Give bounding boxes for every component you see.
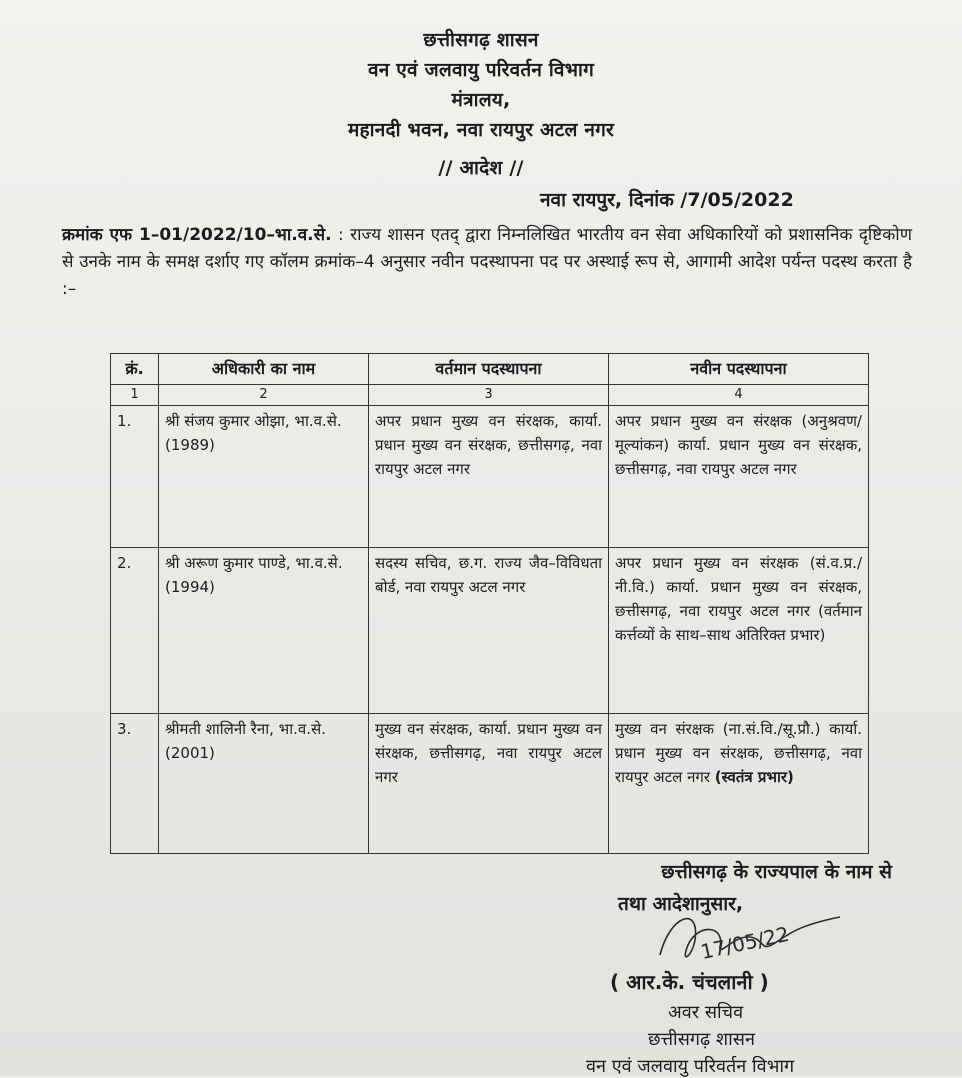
new-posting-text: मुख्य वन संरक्षक (ना.सं.वि./सू.प्रौ.) कार्या. प्रधान मुख्य वन संरक्षक, छत्तीसगढ़, नवा रायपुर अटल नगर xyxy=(615,720,862,786)
current-posting: सदस्य सचिव, छ.ग. राज्य जैव–विविधता बोर्ड, नवा रायपुर अटल नगर xyxy=(369,548,609,714)
officer-name: श्रीमती शालिनी रैना, भा.व.से. (2001) xyxy=(159,714,369,854)
row-sno: 1. xyxy=(111,406,159,548)
row-sno: 2. xyxy=(111,548,159,714)
table-header-row xyxy=(111,354,869,385)
new-posting xyxy=(609,714,869,854)
govt-name: छत्तीसगढ़ शासन xyxy=(423,29,539,51)
ministry-label: मंत्रालय, xyxy=(451,89,511,111)
office-address: महानदी भवन, नवा रायपुर अटल नगर xyxy=(348,119,614,141)
date-line: नवा रायपुर, दिनांक /7/05/2022 xyxy=(540,189,794,211)
signatory-department: वन एवं जलवायु परिवर्तन विभाग xyxy=(586,1056,795,1077)
by-order-line: तथा आदेशानुसार, xyxy=(618,893,744,915)
order-heading: // आदेश // xyxy=(438,157,524,179)
col-number: 1 xyxy=(111,385,159,406)
new-posting: अपर प्रधान मुख्य वन संरक्षक (अनुश्रवण/मूल्यांकन) कार्या. प्रधान मुख्य वन संरक्षक, छत्तीसगढ़, नवा रायपुर अटल नगर xyxy=(609,406,869,548)
col-header-new-posting: नवीन पदस्थापना xyxy=(609,354,869,385)
column-number-row xyxy=(111,385,869,406)
signatory-designation: अवर सचिव xyxy=(668,1002,744,1023)
col-number: 4 xyxy=(609,385,869,406)
order-number: क्रमांक एफ 1–01/2022/10–भा.व.से. xyxy=(62,225,332,245)
col-number: 2 xyxy=(159,385,369,406)
current-posting: मुख्य वन संरक्षक, कार्या. प्रधान मुख्य वन संरक्षक, छत्तीसगढ़, नवा रायपुर अटल नगर xyxy=(369,714,609,854)
new-posting-emphasis: (स्वतंत्र प्रभार) xyxy=(714,768,794,786)
officer-name: श्री संजय कुमार ओझा, भा.व.से. (1989) xyxy=(159,406,369,548)
officer-name: श्री अरूण कुमार पाण्डे, भा.व.से. (1994) xyxy=(159,548,369,714)
signatory-org: छत्तीसगढ़ शासन xyxy=(648,1029,755,1050)
postings-table xyxy=(110,353,869,854)
order-paragraph xyxy=(62,222,912,303)
department-name: वन एवं जलवायु परिवर्तन विभाग xyxy=(367,59,594,81)
table-row xyxy=(111,548,869,714)
col-number: 3 xyxy=(369,385,609,406)
governor-order-line: छत्तीसगढ़ के राज्यपाल के नाम से xyxy=(661,861,892,883)
table-row xyxy=(111,714,869,854)
handwritten-signature xyxy=(640,895,870,975)
signature-date: 17/05/22 xyxy=(698,921,792,964)
col-header-sno: क्रं. xyxy=(111,354,159,385)
col-header-name: अधिकारी का नाम xyxy=(159,354,369,385)
table-row xyxy=(111,406,869,548)
signatory-name: ( आर.के. चंचलानी ) xyxy=(610,970,769,994)
new-posting: अपर प्रधान मुख्य वन संरक्षक (सं.व.प्र./नी.वि.) कार्या. प्रधान मुख्य वन संरक्षक, छत्तीसगढ़, नवा रायपुर अटल नगर (वर्तमान कर्त्तव्यों के साथ–साथ अतिरिक्त प्रभार) xyxy=(609,548,869,714)
col-header-current-posting: वर्तमान पदस्थापना xyxy=(369,354,609,385)
order-text: : राज्य शासन एतद् द्वारा निम्नलिखित भारतीय वन सेवा अधिकारियों को प्रशासनिक दृष्टिकोण से उनके नाम के समक्ष दर्शाए गए कॉलम क्रमांक–4 अनुसार नवीन पदस्थापना पद पर अस्थाई रूप से, आगामी आदेश पर्यन्त पदस्थ करता है :– xyxy=(62,225,912,299)
current-posting: अपर प्रधान मुख्य वन संरक्षक, कार्या. प्रधान मुख्य वन संरक्षक, छत्तीसगढ़, नवा रायपुर अटल नगर xyxy=(369,406,609,548)
row-sno: 3. xyxy=(111,714,159,854)
